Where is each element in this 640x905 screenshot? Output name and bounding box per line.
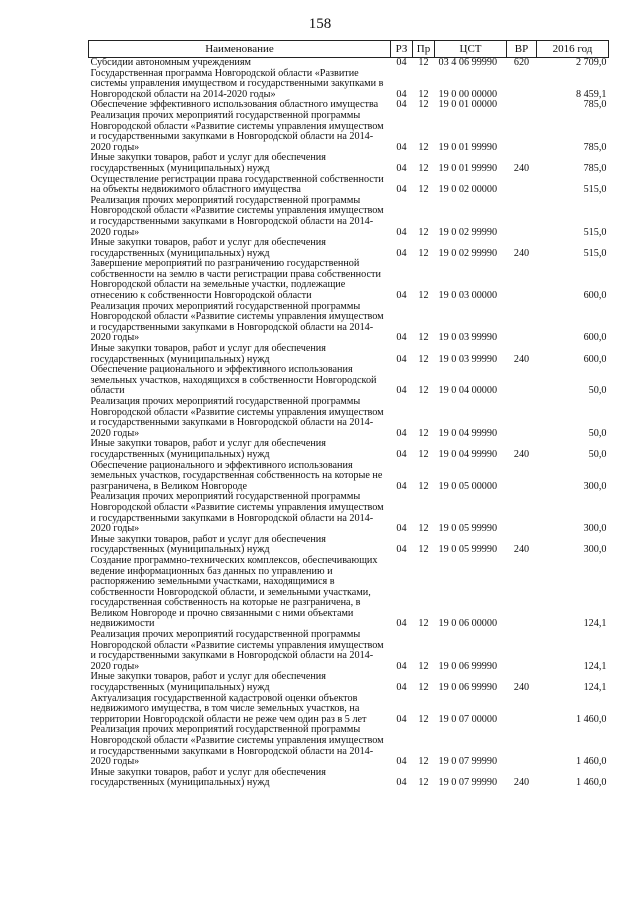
cell-name: Иные закупки товаров, работ и услуг для обеспечения государственных (муниципальных) нужд bbox=[90, 671, 326, 694]
cell-cst: 19 0 06 99990 bbox=[438, 660, 498, 672]
cell-name: Реализация прочих мероприятий государственной программы Новгородской области «Развитие системы управления имуществом и государственными закупками в Новгородской области на 2014-2020 годы» bbox=[90, 491, 384, 535]
cell-pr: 12 bbox=[418, 57, 429, 68]
cell-cst: 19 0 05 99990 bbox=[438, 523, 498, 535]
cell-cst: 19 0 04 99990 bbox=[438, 427, 498, 439]
cell-sum: 300,0 bbox=[583, 523, 607, 535]
cell-rz: 04 bbox=[396, 353, 407, 365]
header-pr: Пр bbox=[413, 41, 435, 58]
cell-vr bbox=[507, 492, 537, 534]
cell-cst: 19 0 04 00000 bbox=[438, 385, 498, 397]
cell-pr: 12 bbox=[418, 480, 429, 492]
cell-cst: 19 0 01 99990 bbox=[438, 162, 498, 174]
cell-rz: 04 bbox=[396, 141, 407, 153]
cell-pr: 12 bbox=[418, 448, 429, 460]
cell-name: Завершение мероприятий по разграничению государственной собственности на землю в части регистрации права собственности Новгородской области на земельные участки, подлежащие отнесению к собственности Новгородской области bbox=[90, 258, 381, 302]
cell-vr: 240 bbox=[513, 544, 530, 556]
cell-rz: 04 bbox=[396, 57, 407, 68]
header-rz: РЗ bbox=[391, 41, 413, 58]
table-row bbox=[89, 630, 609, 672]
cell-vr bbox=[507, 196, 537, 238]
cell-cst: 19 0 07 99990 bbox=[438, 777, 498, 789]
cell-cst: 19 0 01 99990 bbox=[438, 141, 498, 153]
cell-rz: 04 bbox=[396, 713, 407, 725]
cell-pr: 12 bbox=[418, 523, 429, 535]
cell-cst: 19 0 03 99990 bbox=[438, 332, 498, 344]
cell-cst: 19 0 07 99990 bbox=[438, 756, 498, 768]
cell-pr: 12 bbox=[418, 385, 429, 397]
cell-vr: 240 bbox=[513, 777, 530, 789]
cell-name: Иные закупки товаров, работ и услуг для обеспечения государственных (муниципальных) нужд bbox=[90, 438, 326, 460]
cell-pr: 12 bbox=[418, 141, 429, 153]
cell-pr: 12 bbox=[418, 713, 429, 725]
cell-cst: 19 0 00 00000 bbox=[438, 88, 498, 100]
table-header-row bbox=[89, 41, 609, 58]
cell-rz: 04 bbox=[396, 756, 407, 768]
cell-sum: 1 460,0 bbox=[575, 777, 607, 789]
cell-cst: 19 0 02 99990 bbox=[438, 247, 498, 259]
cell-vr bbox=[507, 694, 537, 726]
cell-vr bbox=[507, 100, 537, 111]
cell-sum: 50,0 bbox=[588, 385, 607, 397]
table-row bbox=[89, 259, 609, 301]
cell-sum: 785,0 bbox=[583, 99, 607, 111]
cell-cst: 03 4 06 99990 bbox=[438, 57, 498, 68]
cell-vr bbox=[507, 461, 537, 493]
cell-sum: 785,0 bbox=[583, 162, 607, 174]
table-row bbox=[89, 175, 609, 196]
cell-cst: 19 0 07 00000 bbox=[438, 713, 498, 725]
cell-name: Иные закупки товаров, работ и услуг для обеспечения государственных (муниципальных) нужд bbox=[90, 152, 326, 174]
cell-sum: 50,0 bbox=[588, 427, 607, 439]
cell-name: Государственная программа Новгородской области «Развитие системы управления имуществом и государственными закупками в Новгородской области на 2014-2020 годы» bbox=[90, 67, 384, 100]
header-cst: ЦСТ bbox=[435, 41, 507, 58]
cell-vr: 240 bbox=[513, 448, 530, 460]
table-row bbox=[89, 58, 609, 69]
cell-pr: 12 bbox=[418, 226, 429, 238]
cell-sum: 300,0 bbox=[583, 480, 607, 492]
cell-rz: 04 bbox=[396, 247, 407, 259]
cell-vr: 240 bbox=[513, 353, 530, 365]
table-row bbox=[89, 461, 609, 493]
cell-sum: 600,0 bbox=[583, 332, 607, 344]
cell-cst: 19 0 01 00000 bbox=[438, 99, 498, 111]
cell-sum: 1 460,0 bbox=[575, 713, 607, 725]
table-row bbox=[89, 302, 609, 344]
cell-cst: 19 0 02 00000 bbox=[438, 184, 498, 196]
cell-vr bbox=[507, 69, 537, 101]
cell-rz: 04 bbox=[396, 682, 407, 694]
cell-pr: 12 bbox=[418, 184, 429, 196]
cell-pr: 12 bbox=[418, 660, 429, 672]
cell-vr: 620 bbox=[513, 57, 530, 68]
cell-vr bbox=[507, 111, 537, 153]
cell-sum: 600,0 bbox=[583, 353, 607, 365]
cell-pr: 12 bbox=[418, 353, 429, 365]
cell-vr bbox=[507, 556, 537, 630]
cell-vr bbox=[507, 302, 537, 344]
cell-sum: 515,0 bbox=[583, 247, 607, 259]
cell-rz: 04 bbox=[396, 184, 407, 196]
cell-cst: 19 0 05 99990 bbox=[438, 544, 498, 556]
cell-vr: 240 bbox=[513, 162, 530, 174]
table-row bbox=[89, 365, 609, 397]
cell-vr bbox=[507, 725, 537, 767]
header-vr: ВР bbox=[507, 41, 537, 58]
cell-vr bbox=[507, 365, 537, 397]
cell-rz: 04 bbox=[396, 618, 407, 630]
table-row bbox=[89, 196, 609, 238]
cell-name: Иные закупки товаров, работ и услуг для обеспечения государственных (муниципальных) нужд bbox=[90, 343, 326, 365]
cell-rz: 04 bbox=[396, 385, 407, 397]
cell-pr: 12 bbox=[418, 290, 429, 302]
cell-pr: 12 bbox=[418, 99, 429, 111]
cell-pr: 12 bbox=[418, 756, 429, 768]
cell-cst: 19 0 05 00000 bbox=[438, 480, 498, 492]
cell-sum: 124,1 bbox=[583, 660, 607, 672]
cell-name: Иные закупки товаров, работ и услуг для обеспечения государственных (муниципальных) нужд bbox=[90, 533, 326, 556]
table-row bbox=[89, 492, 609, 534]
cell-rz: 04 bbox=[396, 660, 407, 672]
cell-pr: 12 bbox=[418, 544, 429, 556]
cell-sum: 8 459,1 bbox=[575, 88, 607, 100]
cell-name: Субсидии автономным учреждениям bbox=[90, 57, 251, 68]
table-row bbox=[89, 694, 609, 726]
cell-sum: 124,1 bbox=[583, 682, 607, 694]
cell-name: Реализация прочих мероприятий государственной программы Новгородской области «Развитие системы управления имуществом и государственными закупками в Новгородской области на 2014-2020 годы» bbox=[90, 629, 384, 672]
cell-vr: 240 bbox=[513, 247, 530, 259]
cell-sum: 124,1 bbox=[583, 618, 607, 630]
table-row bbox=[89, 153, 609, 174]
cell-rz: 04 bbox=[396, 99, 407, 111]
table-row bbox=[89, 439, 609, 460]
cell-sum: 2 709,0 bbox=[575, 57, 607, 68]
cell-name: Обеспечение рационального и эффективного использования земельных участков, государственная собственность на которые не разграничена, в Великом Новгороде bbox=[90, 459, 383, 492]
cell-vr bbox=[507, 630, 537, 672]
cell-rz: 04 bbox=[396, 480, 407, 492]
cell-cst: 19 0 06 99990 bbox=[438, 682, 498, 694]
cell-rz: 04 bbox=[396, 544, 407, 556]
cell-pr: 12 bbox=[418, 777, 429, 789]
table-row bbox=[89, 725, 609, 767]
cell-name: Иные закупки товаров, работ и услуг для обеспечения государственных (муниципальных) нужд bbox=[90, 237, 326, 259]
cell-name: Реализация прочих мероприятий государственной программы Новгородской области «Развитие системы управления имуществом и государственными закупками в Новгородской области на 2014-2020 годы» bbox=[90, 724, 384, 768]
cell-rz: 04 bbox=[396, 290, 407, 302]
cell-name: Обеспечение эффективного использования областного имущества bbox=[90, 99, 379, 111]
cell-cst: 19 0 02 99990 bbox=[438, 226, 498, 238]
cell-name: Реализация прочих мероприятий государственной программы Новгородской области «Развитие системы управления имуществом и государственными закупками в Новгородской области на 2014-2020 годы» bbox=[90, 194, 384, 238]
cell-sum: 785,0 bbox=[583, 141, 607, 153]
cell-cst: 19 0 03 00000 bbox=[438, 290, 498, 302]
cell-vr bbox=[507, 259, 537, 301]
cell-vr bbox=[507, 397, 537, 439]
cell-pr: 12 bbox=[418, 88, 429, 100]
cell-rz: 04 bbox=[396, 88, 407, 100]
cell-name: Реализация прочих мероприятий государственной программы Новгородской области «Развитие системы управления имуществом и государственными закупками в Новгородской области на 2014-2020 годы» bbox=[90, 109, 384, 153]
cell-rz: 04 bbox=[396, 777, 407, 789]
cell-name: Актуализация государственной кадастровой оценки объектов недвижимого имущества, в том числе земельных участков, на территории Новгородской области не реже чем один раз в 5 лет bbox=[90, 692, 367, 725]
table-row bbox=[89, 344, 609, 365]
cell-name: Создание программно-технических комплексов, обеспечивающих ведение информационных баз данных по управлению и распоряжению земельными участками, находящимися в собственности Новгородской области, и земельными участками, государственная собственность на которые не разграничена, в Великом Новгороде и прочно связанными с ними объектами недвижимости bbox=[90, 554, 378, 630]
cell-sum: 1 460,0 bbox=[575, 756, 607, 768]
cell-sum: 600,0 bbox=[583, 290, 607, 302]
cell-pr: 12 bbox=[418, 332, 429, 344]
cell-vr: 240 bbox=[513, 682, 530, 694]
cell-cst: 19 0 03 99990 bbox=[438, 353, 498, 365]
cell-pr: 12 bbox=[418, 618, 429, 630]
cell-pr: 12 bbox=[418, 162, 429, 174]
table-row bbox=[89, 69, 609, 101]
cell-pr: 12 bbox=[418, 682, 429, 694]
cell-rz: 04 bbox=[396, 226, 407, 238]
cell-name: Реализация прочих мероприятий государственной программы Новгородской области «Развитие системы управления имуществом и государственными закупками в Новгородской области на 2014-2020 годы» bbox=[90, 396, 384, 439]
table-row bbox=[89, 397, 609, 439]
cell-name: Обеспечение рационального и эффективного использования земельных участков, находящихся в собственности Новгородской области bbox=[90, 364, 377, 397]
page-number: 158 bbox=[308, 16, 332, 32]
cell-rz: 04 bbox=[396, 427, 407, 439]
table-row bbox=[89, 768, 609, 789]
cell-rz: 04 bbox=[396, 523, 407, 535]
cell-vr bbox=[507, 175, 537, 196]
table-row bbox=[89, 238, 609, 259]
cell-name: Иные закупки товаров, работ и услуг для обеспечения государственных (муниципальных) нужд bbox=[90, 766, 326, 789]
cell-pr: 12 bbox=[418, 427, 429, 439]
cell-rz: 04 bbox=[396, 162, 407, 174]
budget-table bbox=[88, 40, 609, 789]
cell-cst: 19 0 04 99990 bbox=[438, 448, 498, 460]
table-row bbox=[89, 535, 609, 556]
cell-rz: 04 bbox=[396, 448, 407, 460]
table-body bbox=[89, 58, 609, 789]
table-row bbox=[89, 672, 609, 693]
cell-sum: 300,0 bbox=[583, 544, 607, 556]
cell-cst: 19 0 06 00000 bbox=[438, 618, 498, 630]
cell-name: Осуществление регистрации права государственной собственности на объекты недвижимого областного имущества bbox=[90, 173, 384, 196]
cell-sum: 515,0 bbox=[583, 226, 607, 238]
cell-name: Реализация прочих мероприятий государственной программы Новгородской области «Развитие системы управления имуществом и государственными закупками в Новгородской области на 2014-2020 годы» bbox=[90, 300, 384, 344]
cell-sum: 50,0 bbox=[588, 448, 607, 460]
cell-rz: 04 bbox=[396, 332, 407, 344]
cell-pr: 12 bbox=[418, 247, 429, 259]
cell-sum: 515,0 bbox=[583, 184, 607, 196]
header-name: Наименование bbox=[89, 41, 391, 58]
header-sum: 2016 год bbox=[537, 41, 609, 58]
table-row bbox=[89, 111, 609, 153]
table-row bbox=[89, 556, 609, 630]
